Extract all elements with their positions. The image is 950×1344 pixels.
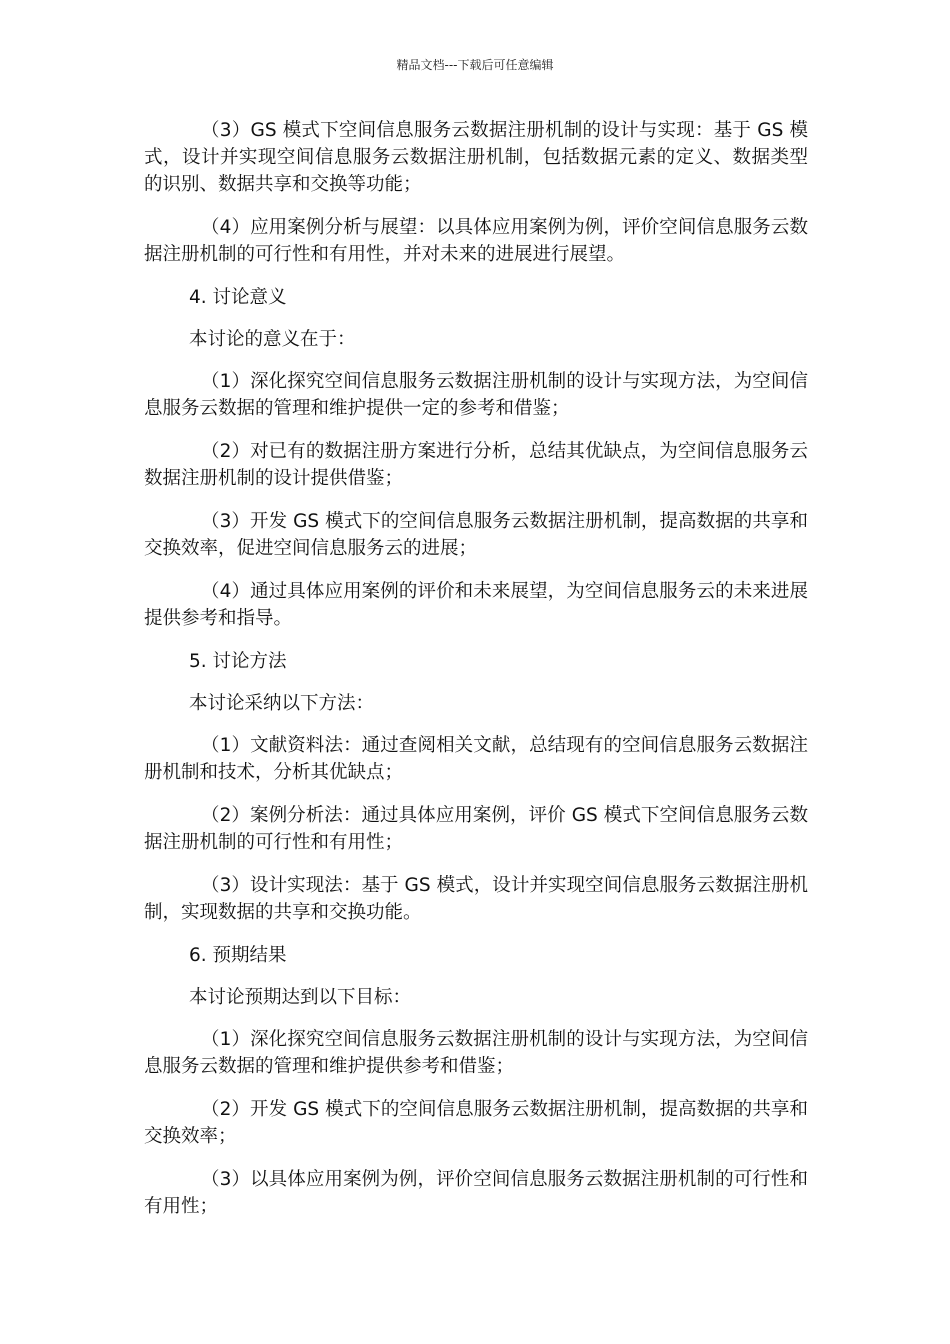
section-intro-expected-results: 本讨论预期达到以下目标： bbox=[189, 987, 412, 1008]
page-header: 精品文档---下载后可任意编辑 bbox=[396, 58, 554, 72]
section-intro-significance: 本讨论的意义在于： bbox=[189, 329, 356, 350]
list-item-case-analysis: （4）应用案例分析与展望：以具体应用案例为例，评价空间信息服务云数据注册机制的可行性和有用性，并对未来的进展进行展望。 bbox=[144, 217, 808, 265]
document-body bbox=[144, 117, 808, 1236]
section-intro-methods: 本讨论采纳以下方法： bbox=[189, 693, 375, 714]
section-heading-expected-results: 6. 预期结果 bbox=[189, 945, 287, 966]
list-item-significance-2: （2）对已有的数据注册方案进行分析，总结其优缺点，为空间信息服务云数据注册机制的设计提供借鉴； bbox=[144, 441, 808, 489]
list-item-method-1: （1）文献资料法：通过查阅相关文献，总结现有的空间信息服务云数据注册机制和技术，分析其优缺点； bbox=[144, 735, 808, 783]
section-heading-significance: 4. 讨论意义 bbox=[189, 287, 287, 308]
list-item-result-2: （2）开发 GS 模式下的空间信息服务云数据注册机制，提高数据的共享和交换效率； bbox=[144, 1099, 808, 1147]
section-heading-methods: 5. 讨论方法 bbox=[189, 651, 287, 672]
list-item-result-3: （3）以具体应用案例为例，评价空间信息服务云数据注册机制的可行性和有用性； bbox=[144, 1169, 808, 1217]
list-item-result-1: （1）深化探究空间信息服务云数据注册机制的设计与实现方法，为空间信息服务云数据的管理和维护提供参考和借鉴； bbox=[144, 1029, 808, 1077]
list-item-method-3: （3）设计实现法：基于 GS 模式，设计并实现空间信息服务云数据注册机制，实现数据的共享和交换功能。 bbox=[144, 875, 808, 923]
list-item-gs-design: （3）GS 模式下空间信息服务云数据注册机制的设计与实现：基于 GS 模式，设计并实现空间信息服务云数据注册机制，包括数据元素的定义、数据类型的识别、数据共享和交换等功能； bbox=[144, 120, 808, 195]
list-item-significance-1: （1）深化探究空间信息服务云数据注册机制的设计与实现方法，为空间信息服务云数据的管理和维护提供一定的参考和借鉴； bbox=[144, 371, 808, 419]
list-item-significance-4: （4）通过具体应用案例的评价和未来展望，为空间信息服务云的未来进展提供参考和指导。 bbox=[144, 581, 808, 629]
list-item-significance-3: （3）开发 GS 模式下的空间信息服务云数据注册机制，提高数据的共享和交换效率，促进空间信息服务云的进展； bbox=[144, 511, 808, 559]
list-item-method-2: （2）案例分析法：通过具体应用案例，评价 GS 模式下空间信息服务云数据注册机制的可行性和有用性； bbox=[144, 805, 808, 853]
